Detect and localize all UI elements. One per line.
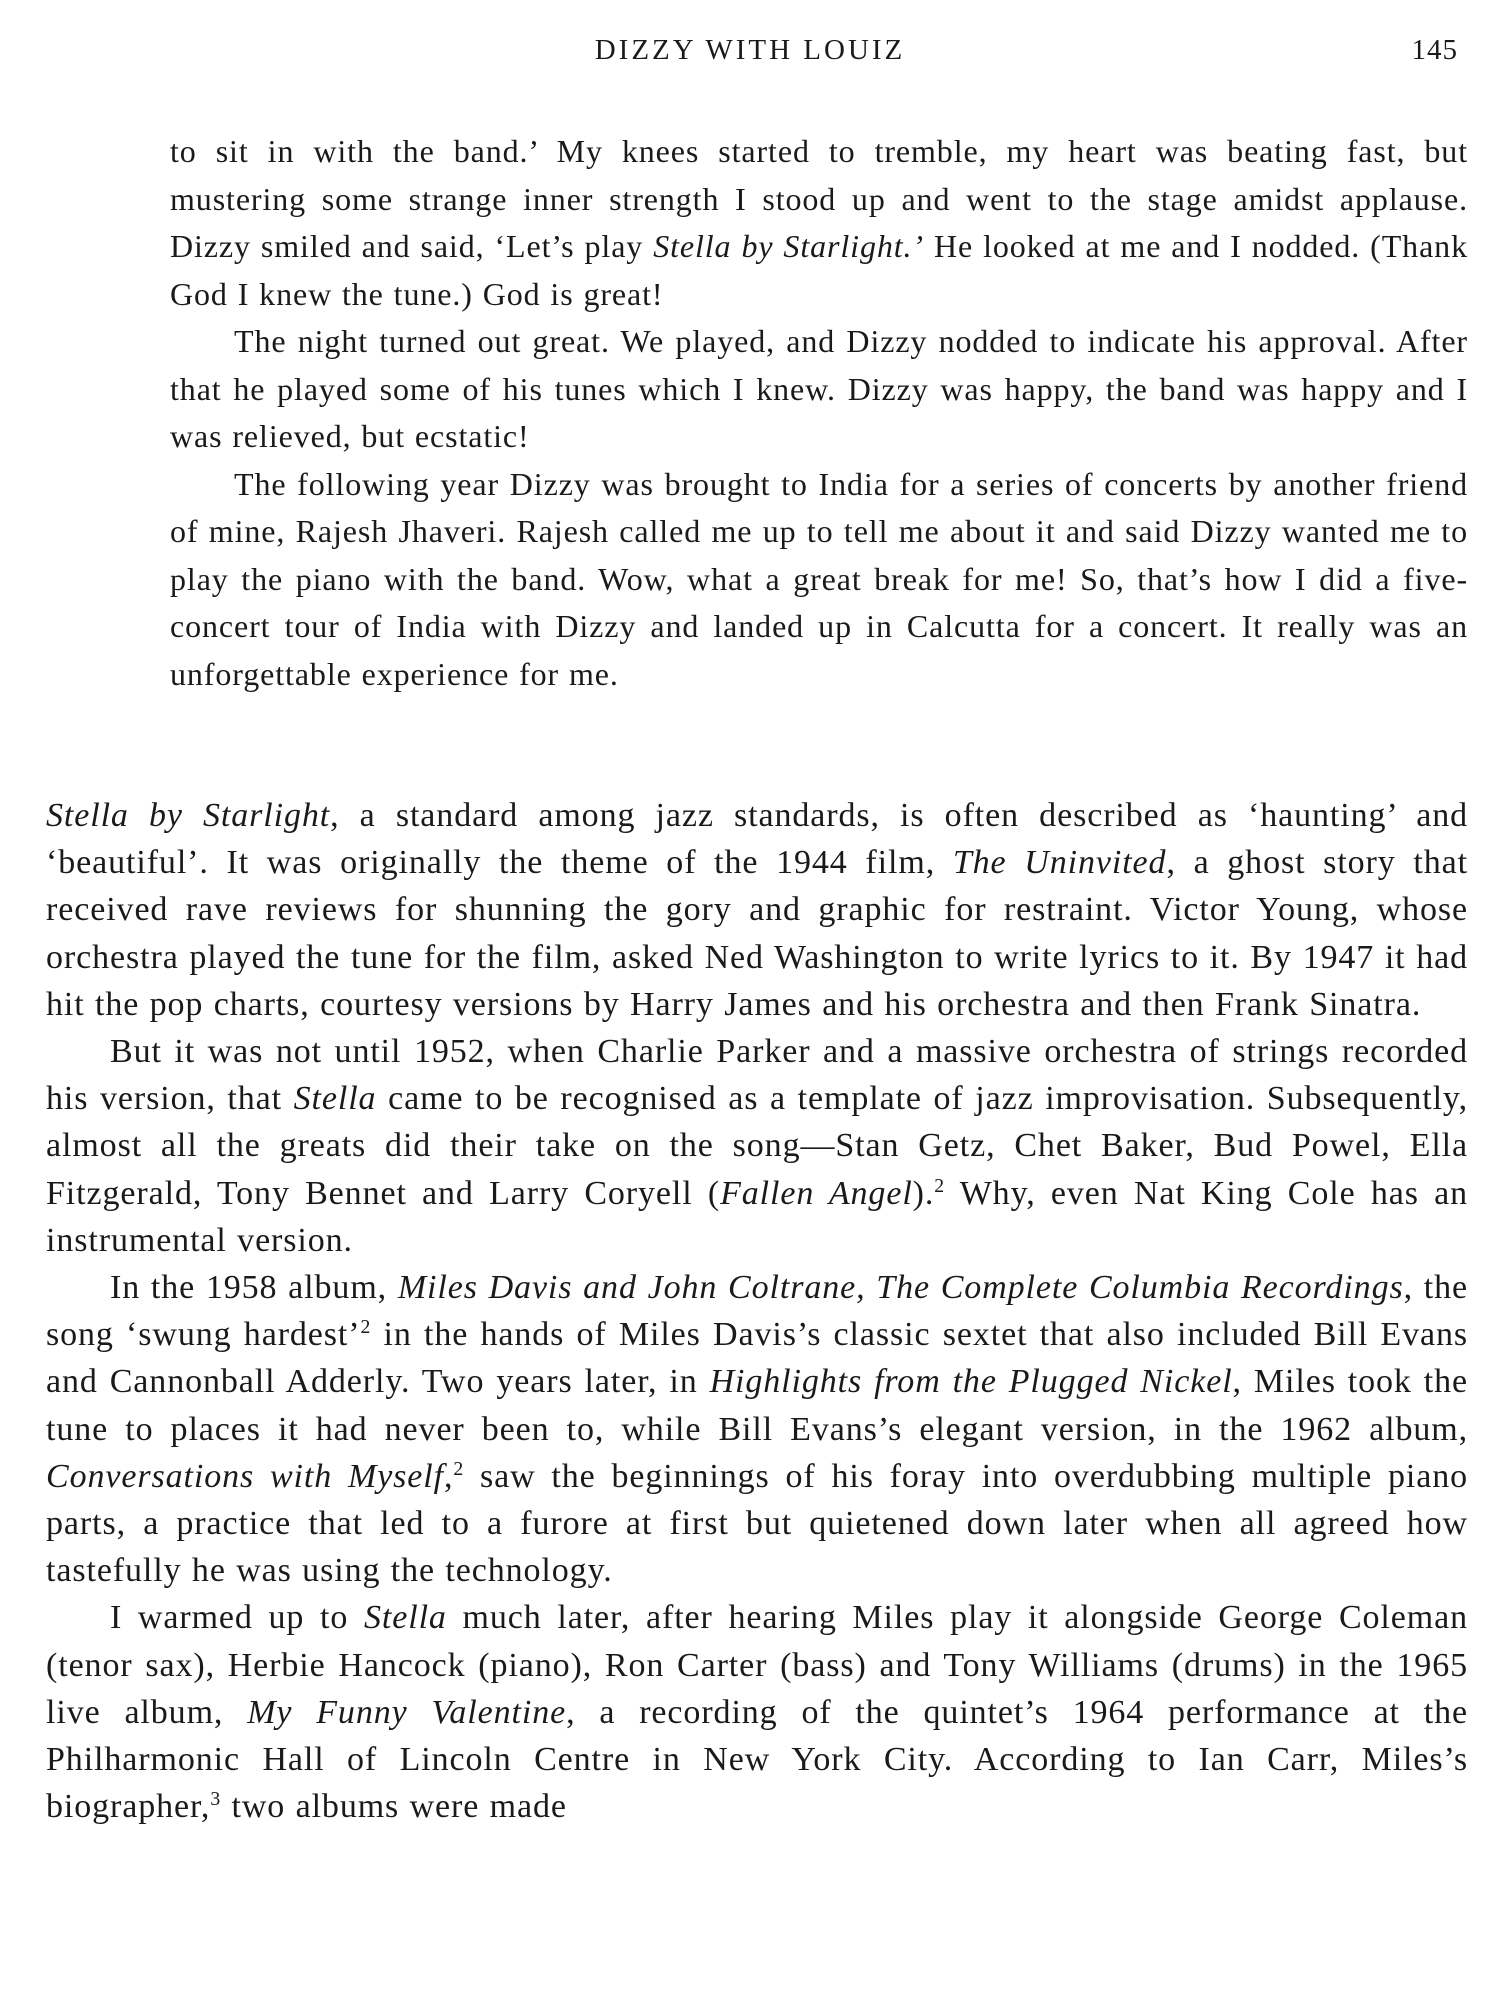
body-paragraph-2 bbox=[46, 1028, 1468, 1264]
running-header bbox=[0, 34, 1500, 74]
text-run: in the hands of Miles Davis’s classic sextet that also included Bill Evans and Cannonball Adderly. Two years later, in bbox=[46, 1316, 1469, 1401]
text-run: to sit in with the band.’ My knees started to tremble, my heart was beating fast, but mustering some strange inner strength I stood up and went to the stage amidst applause. Dizzy smiled and said, ‘Let’s play bbox=[170, 133, 1468, 264]
text-run: , Miles took the tune to places it had never been to, while Bill Evans’s elegant version, in the 1962 album, bbox=[46, 1363, 1468, 1448]
quote-paragraph-1 bbox=[170, 128, 1468, 318]
quote-paragraph-3: The following year Dizzy was brought to India for a series of concerts by another friend of mine, Rajesh Jhaveri. Rajesh called me up to tell me about it and said Dizzy wanted me to play the piano with the band. Wow, what a great break for me! So, that’s how I did a five-concert tour of India with Dizzy and landed up in Calcutta for a concert. It really was an unforgettable experience for me. bbox=[170, 465, 1468, 692]
text-run: , a standard among jazz standards, is often described as ‘haunting’ and ‘beautiful’. It was originally the theme of the 1944 film, bbox=[46, 797, 1469, 882]
footnote-marker: 2 bbox=[360, 1316, 372, 1339]
album-title: My Funny Valentine bbox=[247, 1693, 567, 1731]
footnote-marker: 2 bbox=[453, 1457, 465, 1480]
album-title: Conversations with Myself bbox=[46, 1457, 444, 1495]
text-run: two albums were made bbox=[221, 1788, 567, 1826]
block-quote bbox=[170, 128, 1468, 698]
text-run: In the 1958 album, bbox=[110, 1269, 398, 1307]
text-run: , a recording of the quintet’s 1964 performance at the Philharmonic Hall of Lincoln Centre in New York City. According to Ian Carr, Miles’s biographer, bbox=[46, 1693, 1469, 1826]
body-text bbox=[46, 792, 1468, 1830]
song-title: Stella by Starlight.’ bbox=[653, 228, 924, 264]
text-run: saw the beginnings of his foray into overdubbing multiple piano parts, a practice that led to a furore at first but quietened down later when all agreed how tastefully he was using the technology. bbox=[46, 1457, 1468, 1590]
album-title: Highlights from the Plugged Nickel bbox=[709, 1363, 1233, 1401]
text-run: much later, after hearing Miles play it alongside George Coleman (tenor sax), Herbie Hancock (piano), Ron Carter (bass) and Tony Williams (drums) in the 1965 live album, bbox=[46, 1599, 1469, 1731]
film-title: The Uninvited bbox=[952, 844, 1167, 882]
text-run: He looked at me and I nodded. (Thank God I knew the tune.) God is great! bbox=[170, 228, 1468, 312]
album-title: Miles Davis and John Coltrane, The Complete Columbia Recordings bbox=[397, 1269, 1404, 1307]
text-run: I warmed up to bbox=[110, 1599, 364, 1637]
text-run: Why, even Nat King Cole has an instrumental version. bbox=[46, 1174, 1469, 1259]
text-run: , a ghost story that received rave reviews for shunning the gory and graphic for restraint. Victor Young, whose orchestra played the tune for the film, asked Ned Washington to write lyrics to it. By 1947 it had hit the pop charts, courtesy versions by Harry James and his orchestra and then Frank Sinatra. bbox=[46, 844, 1468, 1023]
song-title: Stella bbox=[293, 1080, 377, 1118]
text-run: But it was not until 1952, when Charlie Parker and a massive orchestra of strings recorded his version, that bbox=[46, 1033, 1468, 1118]
text-run: , bbox=[444, 1457, 454, 1495]
song-title: Stella by Starlight bbox=[46, 797, 331, 834]
text-run: ). bbox=[912, 1174, 935, 1212]
album-title: Fallen Angel bbox=[720, 1174, 913, 1212]
footnote-marker: 3 bbox=[210, 1788, 222, 1811]
quote-paragraph-2: The night turned out great. We played, and Dizzy nodded to indicate his approval. After that he played some of his tunes which I knew. Dizzy was happy, the band was happy and I was relieved, but ecstatic! bbox=[170, 323, 1468, 454]
footnote-marker: 2 bbox=[934, 1174, 946, 1197]
body-paragraph-1 bbox=[46, 792, 1468, 1028]
page-number: 145 bbox=[1411, 34, 1458, 66]
body-paragraph-4 bbox=[46, 1594, 1468, 1830]
running-title: DIZZY WITH LOUIZ bbox=[594, 34, 906, 66]
text-run: , the song ‘swung hardest’ bbox=[46, 1269, 1468, 1354]
body-paragraph-3 bbox=[46, 1264, 1468, 1594]
song-title: Stella bbox=[363, 1599, 447, 1637]
text-run: came to be recognised as a template of jazz improvisation. Subsequently, almost all the greats did their take on the song—Stan Getz, Chet Baker, Bud Powel, Ella Fitzgerald, Tony Bennet and Larry Coryell ( bbox=[46, 1080, 1469, 1212]
